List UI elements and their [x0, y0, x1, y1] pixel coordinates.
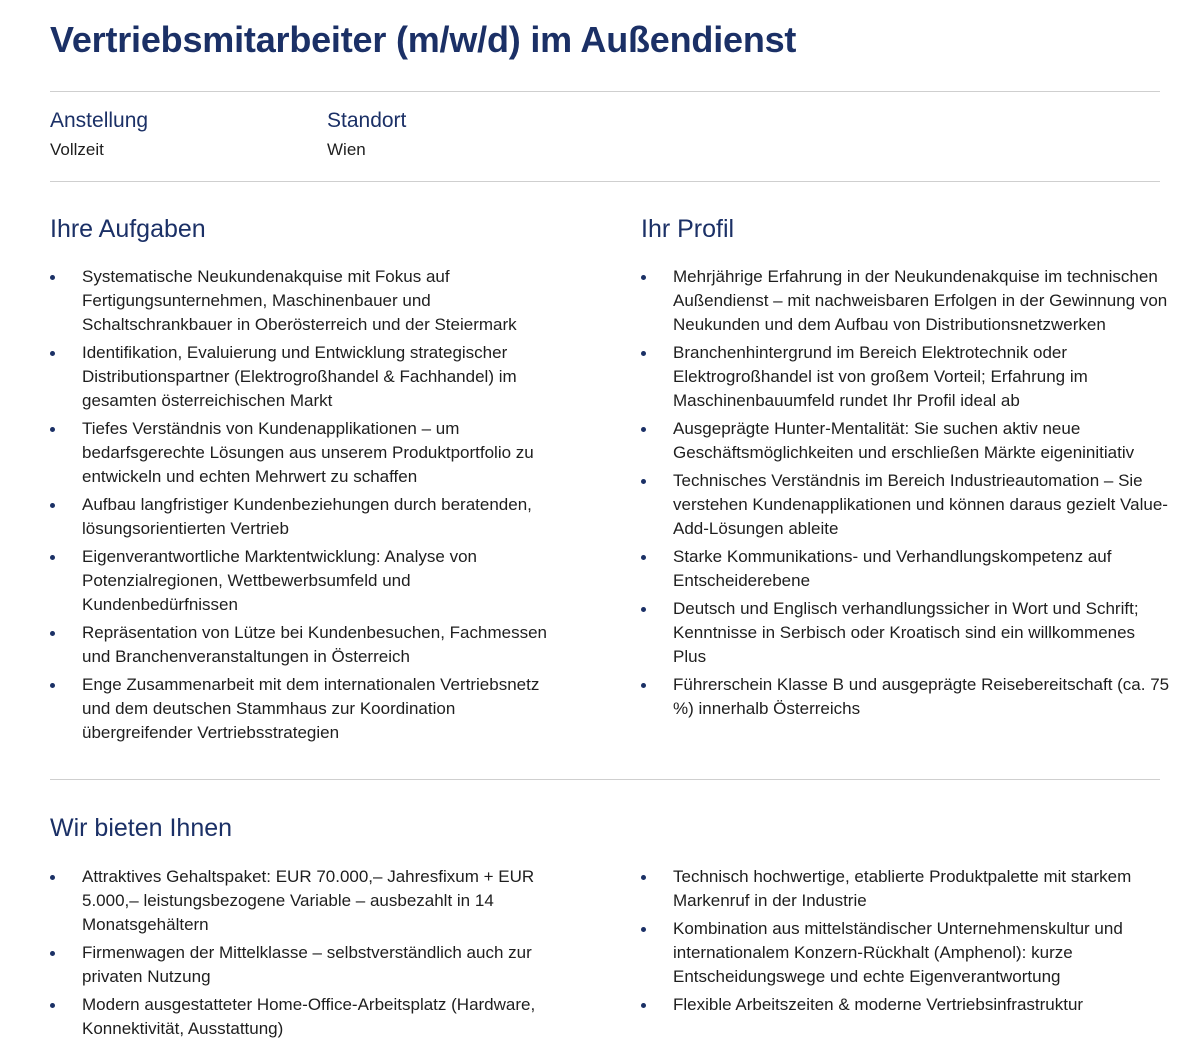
bullet-icon: [641, 427, 646, 432]
list-item: [50, 493, 570, 541]
bullet-icon: [50, 951, 55, 956]
list-item-text: Führerschein Klasse B und ausgeprägte Reisebereitschaft (ca. 75 %) innerhalb Österreichs: [673, 675, 1170, 718]
list-item: [50, 673, 570, 745]
list-item-text: Attraktives Gehaltspaket: EUR 70.000,– Jahresfixum + EUR 5.000,– leistungsbezogene Variable – ausbezahlt in 14 Monatsgehältern: [82, 867, 535, 934]
list-item-text: Modern ausgestatteter Home-Office-Arbeitsplatz (Hardware, Konnektivität, Ausstattung): [82, 995, 536, 1038]
employment-label: Anstellung: [50, 109, 149, 132]
profile-heading: Ihr Profil: [641, 215, 735, 243]
divider: [50, 91, 1160, 92]
list-item-text: Eigenverantwortliche Marktentwicklung: Analyse von Potenzialregionen, Wettbewerbsumfeld und Kundenbedürfnissen: [82, 547, 477, 614]
list-item-text: Kombination aus mittelständischer Unternehmenskultur und internationalem Konzern-Rückhalt (Amphenol): kurze Entscheidungswege und echte Eigenverantwortung: [673, 919, 1123, 986]
bullet-icon: [641, 875, 646, 880]
bullet-icon: [50, 683, 55, 688]
list-item-text: Identifikation, Evaluierung und Entwicklung strategischer Distributionspartner (Elektrogroßhandel & Fachhandel) im gesamten österreichischen Markt: [82, 343, 517, 410]
tasks-list: [50, 265, 570, 749]
employment-value: Vollzeit: [50, 140, 104, 159]
list-item: [641, 417, 1171, 465]
page-title: Vertriebsmitarbeiter (m/w/d) im Außendienst: [50, 19, 797, 60]
list-item: [50, 621, 570, 669]
list-item-text: Repräsentation von Lütze bei Kundenbesuchen, Fachmessen und Branchenveranstaltungen in Österreich: [82, 623, 547, 666]
list-item: [50, 865, 570, 937]
bullet-icon: [50, 1003, 55, 1008]
list-item-text: Enge Zusammenarbeit mit dem internationalen Vertriebsnetz und dem deutschen Stammhaus zur Koordination übergreifender Vertriebsstrategien: [82, 675, 540, 742]
list-item-text: Branchenhintergrund im Bereich Elektrotechnik oder Elektrogroßhandel ist von großem Vorteil; Erfahrung im Maschinenbauumfeld rundet Ihr Profil ideal ab: [673, 343, 1088, 410]
list-item-text: Ausgeprägte Hunter-Mentalität: Sie suchen aktiv neue Geschäftsmöglichkeiten und erschließen Märkte eigeninitiativ: [673, 419, 1135, 462]
list-item-text: Starke Kommunikations- und Verhandlungskompetenz auf Entscheiderebene: [673, 547, 1112, 590]
list-item-text: Technisch hochwertige, etablierte Produktpalette mit starkem Markenruf in der Industrie: [673, 867, 1132, 910]
list-item: [641, 545, 1171, 593]
bullet-icon: [641, 607, 646, 612]
list-item: [50, 341, 570, 413]
bullet-icon: [641, 555, 646, 560]
list-item: [641, 265, 1171, 337]
list-item: [50, 545, 570, 617]
list-item: [641, 341, 1171, 413]
list-item-text: Deutsch und Englisch verhandlungssicher in Wort und Schrift; Kenntnisse in Serbisch oder Kroatisch sind ein willkommenes Plus: [673, 599, 1139, 666]
list-item: [641, 917, 1171, 989]
location-label: Standort: [327, 109, 407, 132]
bullet-icon: [50, 351, 55, 356]
bullet-icon: [50, 427, 55, 432]
divider: [50, 779, 1160, 780]
list-item: [50, 417, 570, 489]
bullet-icon: [50, 503, 55, 508]
bullet-icon: [50, 875, 55, 880]
list-item: [50, 993, 570, 1041]
list-item-text: Tiefes Verständnis von Kundenapplikationen – um bedarfsgerechte Lösungen aus unserem Produktportfolio zu entwickeln und echten Mehrwert zu schaffen: [82, 419, 534, 486]
list-item-text: Technisches Verständnis im Bereich Industrieautomation – Sie verstehen Kundenapplikationen und können daraus gezielt Value-Add-Lösungen ableite: [673, 471, 1168, 538]
list-item: [641, 673, 1171, 721]
offer-heading: Wir bieten Ihnen: [50, 814, 233, 842]
offer-list-right: [641, 865, 1171, 1021]
bullet-icon: [50, 555, 55, 560]
list-item: [641, 469, 1171, 541]
list-item: [641, 597, 1171, 669]
list-item: [50, 265, 570, 337]
bullet-icon: [50, 631, 55, 636]
list-item: [641, 993, 1171, 1017]
bullet-icon: [641, 275, 646, 280]
employment-info: [50, 108, 148, 160]
list-item-text: Aufbau langfristiger Kundenbeziehungen durch beratenden, lösungsorientierten Vertrieb: [82, 495, 532, 538]
bullet-icon: [641, 351, 646, 356]
profile-list: [641, 265, 1171, 725]
list-item: [50, 941, 570, 989]
list-item-text: Flexible Arbeitszeiten & moderne Vertriebsinfrastruktur: [673, 995, 1084, 1014]
list-item-text: Mehrjährige Erfahrung in der Neukundenakquise im technischen Außendienst – mit nachweisbaren Erfolgen in der Gewinnung von Neukunden und dem Aufbau von Distributionsnetzwerken: [673, 267, 1168, 334]
bullet-icon: [641, 479, 646, 484]
list-item: [641, 865, 1171, 913]
list-item-text: Firmenwagen der Mittelklasse – selbstverständlich auch zur privaten Nutzung: [82, 943, 532, 986]
divider: [50, 181, 1160, 182]
bullet-icon: [641, 683, 646, 688]
offer-list-left: [50, 865, 570, 1045]
location-info: [327, 108, 406, 160]
tasks-heading: Ihre Aufgaben: [50, 215, 206, 243]
bullet-icon: [641, 1003, 646, 1008]
location-value: Wien: [327, 140, 366, 159]
bullet-icon: [50, 275, 55, 280]
bullet-icon: [641, 927, 646, 932]
list-item-text: Systematische Neukundenakquise mit Fokus auf Fertigungsunternehmen, Maschinenbauer und Schaltschrankbauer in Oberösterreich und der Steiermark: [82, 267, 517, 334]
